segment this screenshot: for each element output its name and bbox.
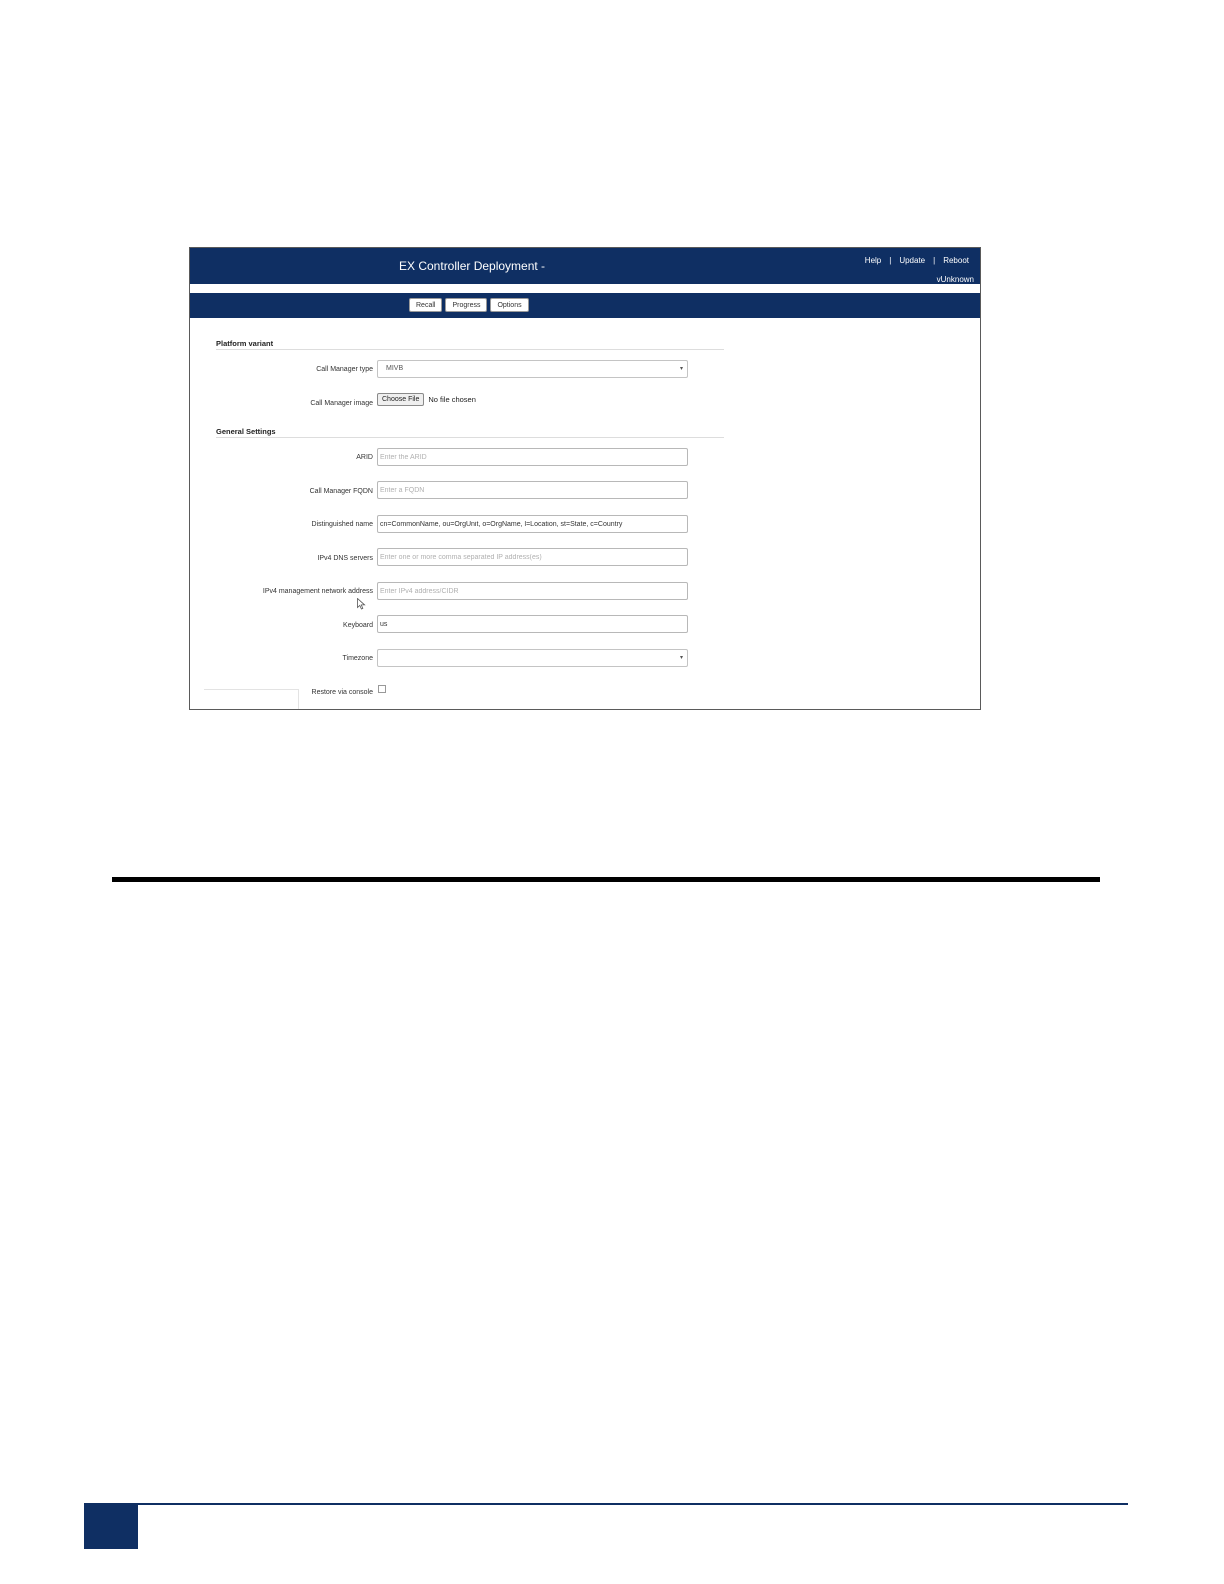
arid-input[interactable] bbox=[377, 448, 688, 466]
restore-console-label: Restore via console bbox=[311, 689, 373, 696]
call-manager-type-value: MIVB bbox=[386, 365, 404, 372]
reboot-link[interactable]: Reboot bbox=[943, 256, 969, 265]
restore-console-checkbox[interactable] bbox=[378, 685, 386, 693]
mouse-cursor-icon bbox=[357, 598, 366, 610]
file-status: No file chosen bbox=[428, 395, 476, 404]
header-divider bbox=[190, 284, 980, 293]
nav-buttons bbox=[409, 298, 529, 312]
choose-file-button[interactable]: Choose File bbox=[377, 393, 424, 406]
section-divider bbox=[216, 437, 724, 438]
update-link[interactable]: Update bbox=[899, 256, 926, 265]
footer-page-tab bbox=[84, 1503, 138, 1549]
link-separator: | bbox=[933, 256, 936, 265]
dns-servers-label: IPv4 DNS servers bbox=[317, 555, 373, 562]
progress-button[interactable]: Progress bbox=[445, 298, 487, 312]
timezone-select[interactable] bbox=[377, 649, 688, 667]
call-manager-image-label: Call Manager image bbox=[310, 400, 373, 407]
footer-rule bbox=[84, 1503, 1128, 1505]
general-section-title: General Settings bbox=[216, 427, 276, 436]
keyboard-input[interactable] bbox=[377, 615, 688, 633]
section-divider bbox=[216, 349, 724, 350]
options-button[interactable]: Options bbox=[490, 298, 528, 312]
app-title: EX Controller Deployment - bbox=[399, 259, 546, 273]
distinguished-name-input[interactable] bbox=[377, 515, 688, 533]
call-manager-image-picker bbox=[377, 393, 476, 406]
help-link[interactable]: Help bbox=[864, 256, 882, 265]
scroll-fragment bbox=[204, 689, 299, 710]
mgmt-address-label: IPv4 management network address bbox=[262, 588, 373, 595]
timezone-label: Timezone bbox=[342, 655, 373, 662]
app-header bbox=[190, 248, 980, 284]
version-label: vUnknown bbox=[936, 275, 974, 284]
page-divider bbox=[112, 877, 1100, 882]
fqdn-input[interactable] bbox=[377, 481, 688, 499]
call-manager-type-label: Call Manager type bbox=[316, 366, 373, 373]
arid-label: ARID bbox=[356, 454, 373, 461]
keyboard-label: Keyboard bbox=[343, 622, 373, 629]
recall-button[interactable]: Recall bbox=[409, 298, 442, 312]
chevron-down-icon: ▾ bbox=[679, 655, 683, 661]
link-separator: | bbox=[889, 256, 892, 265]
chevron-down-icon: ▾ bbox=[679, 366, 683, 372]
call-manager-type-select[interactable] bbox=[377, 360, 688, 378]
app-screenshot bbox=[189, 247, 981, 710]
nav-bar bbox=[190, 293, 980, 318]
fqdn-label: Call Manager FQDN bbox=[309, 488, 373, 495]
top-links bbox=[865, 256, 969, 265]
distinguished-name-label: Distinguished name bbox=[311, 521, 373, 528]
platform-section-title: Platform variant bbox=[216, 339, 274, 348]
dns-servers-input[interactable] bbox=[377, 548, 688, 566]
mgmt-address-input[interactable] bbox=[377, 582, 688, 600]
